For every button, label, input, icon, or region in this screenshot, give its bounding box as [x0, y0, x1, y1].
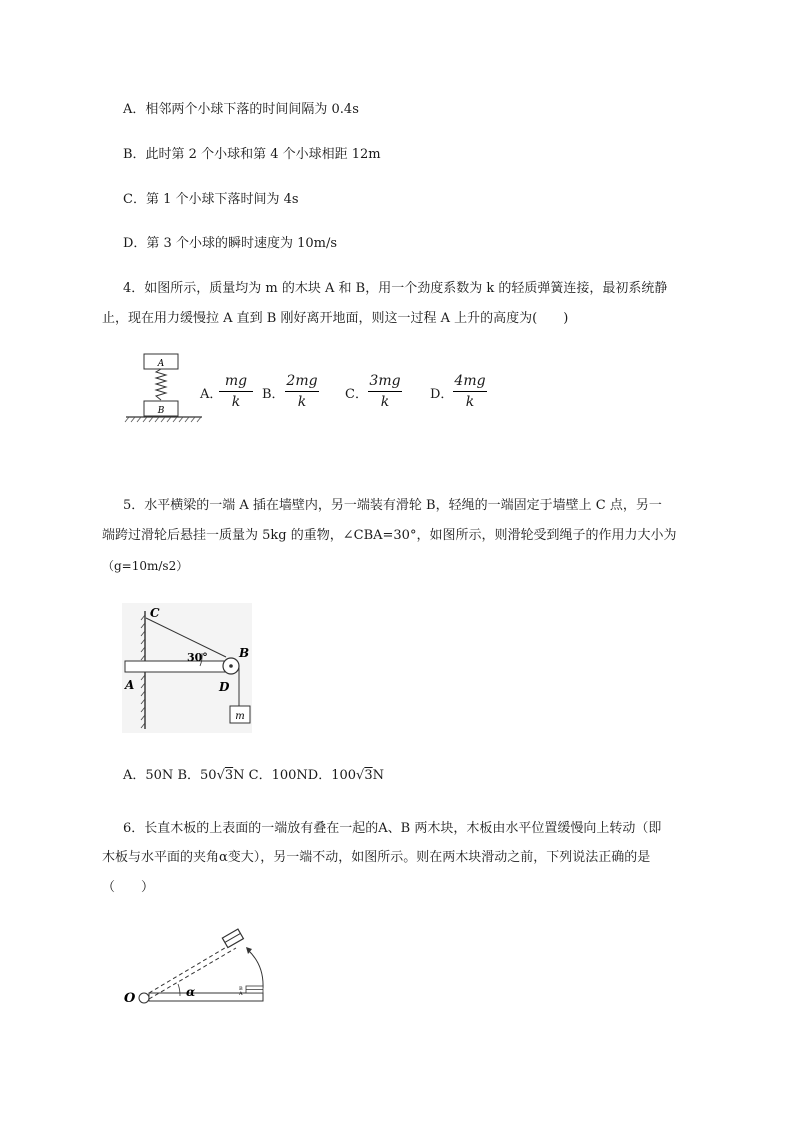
q6-incline-figure: [122, 920, 272, 1010]
q6-angle-alpha-label: α: [186, 985, 196, 999]
q5-option-d-unit: N: [372, 768, 384, 783]
q5-stem-line1: 5．水平横梁的一端 A 插在墙壁内，另一端装有滑轮 B，轻绳的一端固定于墙壁上 C 点，另一: [123, 498, 662, 513]
q4-choice-b-fraction: [285, 373, 319, 410]
q5-point-c-label: C: [150, 606, 160, 620]
q4-choice-b-denominator: k: [297, 394, 307, 410]
q5-option-b-sqrt: √3: [216, 768, 234, 783]
q5-stem-line2: 端跨过滑轮后悬挂一质量为 5kg 的重物，∠CBA=30°，如图所示，则滑轮受到绳子的作用力大小为: [102, 528, 677, 543]
q5-option-d-prefix: D．100: [307, 768, 357, 783]
q5-option-d-sqrt: √3: [356, 768, 373, 783]
q4-choice-d-numerator: 4mg: [453, 373, 487, 392]
q3-option-d: D．第 3 个小球的瞬时速度为 10m/s: [123, 236, 338, 251]
q4-choice-a-label: A．: [200, 387, 223, 402]
q4-choice-a-fraction: [219, 373, 253, 410]
q4-choice-a-numerator: mg: [219, 373, 253, 392]
q3-option-b: B．此时第 2 个小球和第 4 个小球相距 12m: [123, 147, 381, 162]
q4-choice-d-denominator: k: [465, 394, 475, 410]
q4-choice-c-fraction: [368, 373, 402, 410]
q6-stem-line3: （ ）: [102, 880, 155, 895]
q5-point-a-label: A: [125, 678, 135, 692]
q4-block-b-label: B: [157, 406, 165, 416]
q5-option-b-radicand: 3: [224, 768, 234, 783]
q6-point-o-label: O: [124, 991, 136, 1006]
q5-pulley-figure: [122, 603, 252, 733]
q4-choice-b-label: B．: [262, 387, 285, 402]
q5-option-d-radicand: 3: [364, 768, 373, 783]
q5-option-c: C．100N: [248, 768, 308, 783]
q5-mass-label: m: [235, 711, 245, 722]
q4-stem-line1: 4．如图所示，质量均为 m 的木块 A 和 B，用一个劲度系数为 k 的轻质弹簧连接，最初系统静: [123, 281, 668, 296]
q5-options: [123, 768, 794, 784]
q4-choice-c-numerator: 3mg: [368, 373, 402, 392]
q4-block-a-label: A: [157, 359, 165, 369]
q4-stem-line2: 止，现在用力缓慢拉 A 直到 B 刚好离开地面，则这一过程 A 上升的高度为( ): [102, 311, 569, 326]
q4-choice-a-denominator: k: [231, 394, 241, 410]
q4-spring-figure: [120, 350, 210, 425]
q3-option-c: C．第 1 个小球下落时间为 4s: [123, 192, 299, 207]
q5-stem-line3: （g=10m/s2）: [102, 559, 189, 573]
q3-option-a: A．相邻两个小球下落的时间间隔为 0.4s: [123, 102, 359, 117]
q6-block-a-label: A: [239, 991, 243, 997]
q6-stem-line1: 6．长直木板的上表面的一端放有叠在一起的A、B 两木块，木板由水平位置缓慢向上转动（即: [123, 821, 662, 836]
q5-angle-label: 30°: [187, 651, 208, 664]
q4-choice-d-fraction: [453, 373, 487, 410]
q6-stem-line2: 木板与水平面的夹角α变大），另一端不动，如图所示。则在两木块滑动之前，下列说法正确的是: [102, 850, 651, 865]
q4-choice-b-numerator: 2mg: [285, 373, 319, 392]
q5-option-a: A．50N: [123, 768, 174, 783]
q5-option-b-unit: N: [233, 768, 245, 783]
q4-choice-c-label: C．: [345, 387, 368, 402]
q5-point-d-label: D: [219, 680, 230, 694]
q4-choice-c-denominator: k: [380, 394, 390, 410]
q5-option-b-prefix: B．50: [177, 768, 217, 783]
q5-point-b-label: B: [239, 646, 250, 660]
q4-choice-d-label: D．: [430, 387, 454, 402]
q6-block-b-label: B: [239, 986, 243, 992]
